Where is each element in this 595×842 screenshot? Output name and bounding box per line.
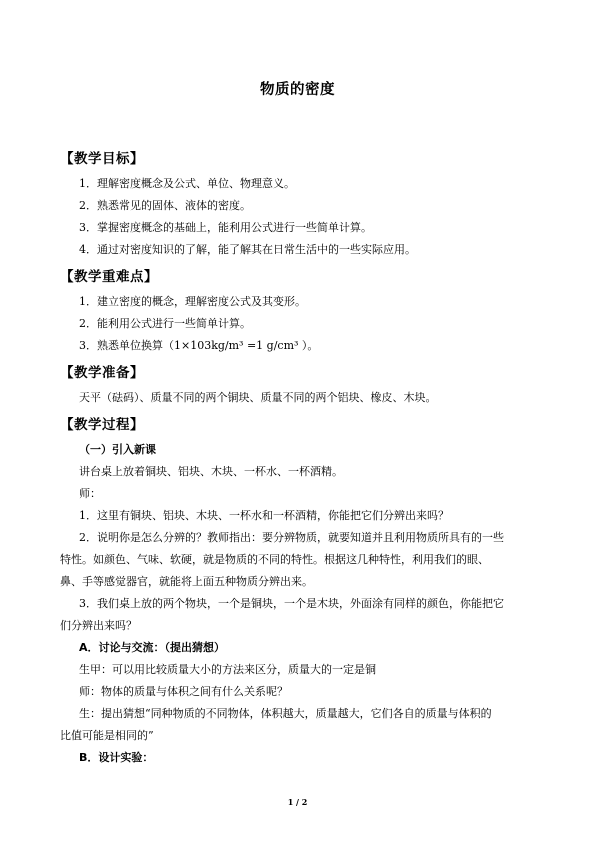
process-subheading-experiment: B．设计实验： — [79, 751, 154, 764]
process-line: 1．这里有铜块、铝块、木块、一杯水和一杯酒精，你能把它们分辨出来吗？ — [79, 509, 449, 522]
process-line: 生：提出猜想“同种物质的不同物体，体积越大，质量越大，它们各自的质量与体积的 — [79, 707, 492, 720]
goal-item-3: 3．掌握密度概念的基础上，能利用公式进行一些简单计算。 — [79, 221, 372, 234]
process-line: 特性。如颜色、气味、软硬，就是物质的不同的特性。根据这几种特性，利用我们的眼、 — [60, 553, 489, 566]
process-line: 鼻、手等感觉器官，就能将上面五种物质分辨出来。 — [60, 575, 313, 588]
process-line: 师： — [79, 487, 101, 500]
goal-item-2: 2．熟悉常见的固体、液体的密度。 — [79, 199, 251, 212]
key-point-item-1: 1．建立密度的概念，理解密度公式及其变形。 — [79, 295, 306, 308]
process-line: 3．我们桌上放的两个物块，一个是铜块，一个是木块，外面涂有同样的颜色，你能把它 — [79, 597, 504, 610]
section-heading-preparation: 【教学准备】 — [60, 365, 144, 381]
document-title: 物质的密度 — [260, 82, 335, 98]
process-line: 比值可能是相同的” — [60, 729, 154, 742]
section-heading-process: 【教学过程】 — [60, 417, 144, 433]
process-line: 师：物体的质量与体积之间有什么关系呢？ — [79, 685, 288, 698]
process-line: 2．说明你是怎么分辨的？教师指出：要分辨物质，就要知道并且利用物质所具有的一些 — [79, 531, 504, 544]
key-point-item-3: 3．熟悉单位换算（1×103kg/m³ =1 g/cm³ ）。 — [79, 339, 319, 352]
process-line: 讲台桌上放着铜块、铝块、木块、一杯水、一杯酒精。 — [79, 465, 343, 478]
section-heading-goals: 【教学目标】 — [60, 151, 144, 167]
process-subheading-discussion: A．讨论与交流：（提出猜想） — [79, 641, 226, 654]
key-point-item-2: 2．能利用公式进行一些简单计算。 — [79, 317, 251, 330]
section-heading-key-points: 【教学重难点】 — [60, 269, 158, 285]
process-subheading-intro: （一）引入新课 — [79, 443, 156, 456]
preparation-text: 天平（砝码）、质量不同的两个铜块、质量不同的两个铝块、橡皮、木块。 — [79, 391, 437, 404]
process-line: 们分辨出来吗？ — [60, 619, 137, 632]
process-line: 生甲：可以用比较质量大小的方法来区分，质量大的一定是铜 — [79, 663, 376, 676]
goal-item-1: 1．理解密度概念及公式、单位、物理意义。 — [79, 177, 295, 190]
goal-item-4: 4．通过对密度知识的了解，能了解其在日常生活中的一些实际应用。 — [79, 243, 416, 256]
page-number: 1 / 2 — [287, 797, 308, 807]
